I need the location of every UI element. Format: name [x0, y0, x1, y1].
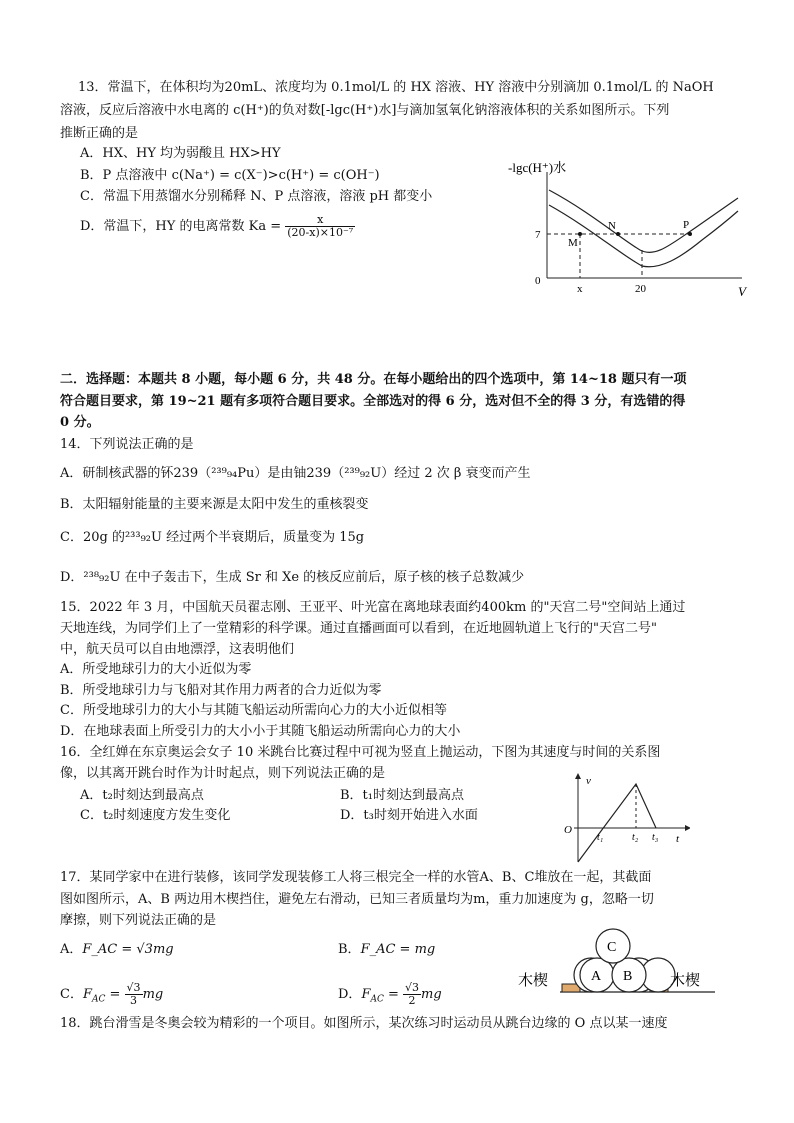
q13-stem-line2: 溶液，反应后溶液中水电离的 c(H⁺)的负对数[-lgc(H⁺)水]与滴加氢氧化钠溶液体积的关系如图所示。下列 [60, 103, 670, 118]
q17-stem-line2: 图如图所示，A、B 两边用木楔挡住，避免左右滑动，已知三者质量均为m，重力加速度为 g，忽略一切 [60, 892, 654, 907]
q16-stem-line2: 像，以其离开跳台时作为计时起点，则下列说法正确的是 [60, 766, 386, 781]
q13-point-n [616, 232, 620, 236]
q18-stem-line1: 18．跳台滑雪是冬奥会较为精彩的一个项目。如图所示，某次练习时运动员从跳台边缘的 O 点以某一速度 [60, 1016, 668, 1031]
q16-option-b: B．t₁时刻达到最高点 [340, 788, 464, 803]
q17-option-b-label: B． [338, 942, 361, 957]
q15-stem-line3: 中，航天员可以自由地漂浮，这表明他们 [60, 642, 295, 657]
q13-point-m [578, 232, 582, 236]
q13-ytick-7: 7 [535, 229, 541, 241]
q17-option-d-sub: AC [370, 994, 384, 1005]
q13-point-p [688, 232, 692, 236]
q16-v-label: v [586, 775, 591, 787]
q13-option-b: B．P 点溶液中 c(Na⁺) = c(X⁻)>c(H⁺) = c(OH⁻) [80, 168, 380, 183]
q13-curve-lower [549, 205, 738, 267]
q13-option-d-label: D．常温下，HY 的电离常数 Ka = [80, 219, 286, 234]
ka-fraction [285, 214, 355, 239]
q16-stem-line1: 16．全红婵在东京奥运会女子 10 米跳台比赛过程中可视为竖直上抛运动，下图为其速度与时间的关系图 [60, 745, 661, 760]
q17-option-a [60, 940, 174, 960]
q16-option-c: C．t₂时刻速度方发生变化 [80, 808, 231, 823]
q17-option-b [338, 940, 435, 960]
q13-label-m: M [568, 237, 578, 249]
q16-t1-label: t₁ [597, 832, 604, 843]
q17-option-d-mg: mg [421, 987, 442, 1002]
q13-label-n: N [608, 220, 616, 232]
q13-stem-line3: 推断正确的是 [60, 126, 139, 141]
q15-stem-line2: 天地连线，为同学们上了一堂精彩的科学课。通过直播画面可以看到，在近地圆轨道上飞行的"天宫二号" [60, 621, 657, 636]
q16-vt-line [578, 784, 656, 862]
q17-option-b-expr: F_AC = mg [360, 942, 436, 957]
q17-stem-line1: 17．某同学家中在进行装修，该同学发现装修工人将三根完全一样的水管A、B、C堆放在一起，其截面 [60, 870, 652, 885]
q17-option-d-label: D． [338, 987, 362, 1002]
ka-numerator: x [285, 214, 355, 227]
q17-option-c-num: √3 [126, 981, 141, 994]
q13-option-a: A．HX、HY 均为弱酸且 HX>HY [80, 146, 281, 161]
q17-option-c-sub: AC [91, 994, 106, 1005]
q17-option-c-f: F [82, 987, 92, 1002]
q17-option-d: D．$F_{AC}$ = $\frac{√3}{2}$ mg [338, 981, 442, 1007]
q13-graph [480, 150, 755, 300]
q13-stem-line1: 13．常温下，在体积均为20mL、浓度均为 0.1mol/L 的 HX 溶液、HY 溶液中分别滴加 0.1mol/L 的 NaOH [78, 80, 714, 95]
q17-stem-line3: 摩擦，则下列说法正确的是 [60, 913, 217, 928]
q13-label-p: P [683, 219, 690, 231]
q13-xtick-x: x [577, 283, 583, 295]
section2-line1: 二．选择题：本题共 8 小题，每小题 6 分，共 48 分。在每小题给出的四个选项中，第 14~18 题只有一项 [60, 372, 687, 387]
section2-line3: 0 分。 [60, 415, 100, 430]
q17-wedge-left-label: 木楔 [518, 973, 549, 989]
q13-option-d [80, 214, 355, 239]
q17-option-a-expr: F_AC = √3mg [82, 942, 174, 957]
q17-option-d-den: 2 [408, 994, 416, 1007]
q16-t-arrow [685, 825, 690, 831]
q17-label-c: C [607, 940, 617, 955]
q16-t2-label: t₂ [632, 832, 639, 843]
q17-label-b: B [623, 969, 633, 984]
q17-pipes-figure [510, 915, 745, 1000]
q17-option-c-label: C． [60, 987, 83, 1002]
q17-option-d-f: F [361, 987, 371, 1002]
q16-vt-graph [560, 770, 690, 865]
q15-option-d: D．在地球表面上所受引力的大小小于其随飞船运动所需向心力的大小 [60, 724, 461, 739]
q13-ytick-0: 0 [535, 275, 541, 287]
q15-option-c: C．所受地球引力的大小与其随飞船运动所需向心力的大小近似相等 [60, 703, 447, 718]
q17-option-c-den: 3 [130, 994, 138, 1007]
q17-option-c-fraction [125, 982, 143, 1007]
q14-option-b: B．太阳辐射能量的主要来源是太阳中发生的重核裂变 [60, 497, 369, 512]
q17-option-c-mg: mg [142, 987, 164, 1002]
q17-wedge-right-label: 木楔 [670, 973, 701, 989]
q15-option-a: A．所受地球引力的大小近似为零 [60, 662, 252, 677]
q16-t3-label: t₃ [652, 832, 659, 843]
q14-option-c: C．20g 的²³³₉₂U 经过两个半衰期后，质量变为 15g [60, 530, 365, 545]
q17-option-a-label: A． [60, 942, 83, 957]
q15-stem-line1: 15．2022 年 3 月，中国航天员翟志刚、王亚平、叶光富在离地球表面约400km 的"天宫二号"空间站上通过 [60, 600, 686, 615]
section2-line2: 符合题目要求，第 19~21 题有多项符合题目要求。全部选对的得 6 分，选对但不全的得 3 分，有选错的得 [60, 394, 686, 409]
q17-option-c: C．$F_{AC}$ = $\frac{√3}{3}$ mg [60, 981, 164, 1007]
q17-option-d-fraction [403, 982, 421, 1007]
q14-option-a: A．研制核武器的钚239（²³⁹₉₄Pu）是由铀239（²³⁹₉₂U）经过 2 次 β 衰变而产生 [60, 466, 531, 481]
ka-denominator: (20-x)×10⁻⁷ [287, 226, 354, 239]
q14-stem: 14．下列说法正确的是 [60, 437, 194, 452]
q15-option-b: B．所受地球引力与飞船对其作用力两者的合力近似为零 [60, 683, 382, 698]
q16-option-a: A．t₂时刻达到最高点 [80, 788, 204, 803]
q17-option-d-num: √3 [405, 981, 420, 994]
q16-option-d: D．t₃时刻开始进入水面 [340, 808, 478, 823]
q16-t-label: t [676, 833, 680, 845]
q17-label-a: A [591, 969, 602, 984]
q13-option-c: C．常温下用蒸馏水分别稀释 N、P 点溶液，溶液 pH 都变小 [80, 189, 433, 204]
q16-origin-label: O [564, 824, 572, 836]
q14-option-d: D．²³⁸₉₂U 在中子轰击下，生成 Sr 和 Xe 的核反应前后，原子核的核子总数减少 [60, 570, 525, 585]
q13-xtick-20: 20 [635, 283, 646, 295]
q13-ylabel: -lgc(H⁺)水 [508, 160, 567, 175]
q16-v-arrow [575, 773, 581, 779]
q13-xlabel: V [738, 284, 746, 299]
